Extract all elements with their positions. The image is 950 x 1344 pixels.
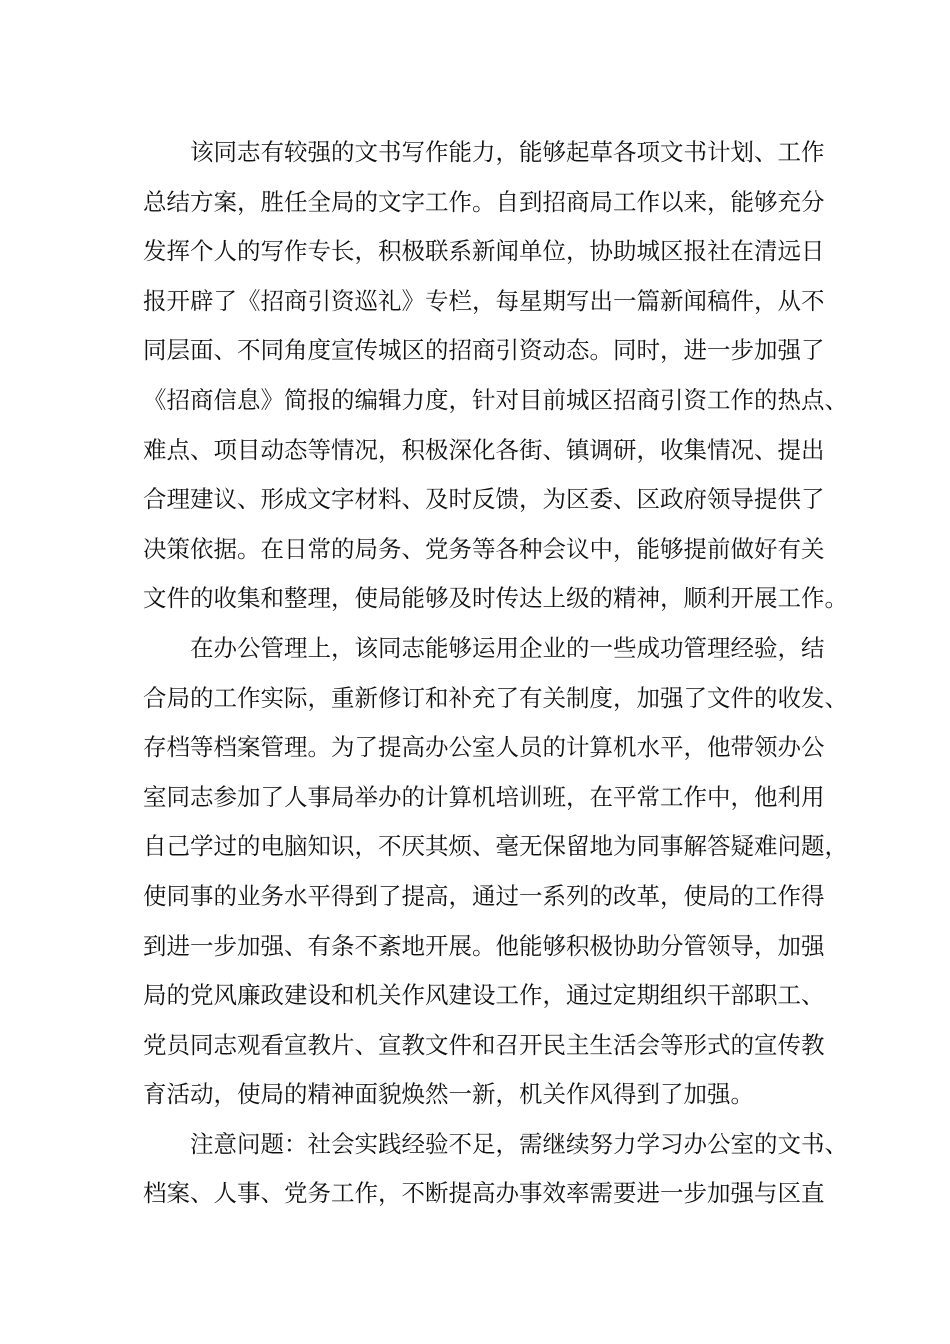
paragraph-1-line: 《招商信息》简报的编辑力度，针对目前城区招商引资工作的热点、	[143, 385, 848, 414]
paragraph-1-line: 发挥个人的写作专长，积极联系新闻单位，协助城区报社在清远日	[143, 237, 825, 266]
paragraph-2-line: 自己学过的电脑知识，不厌其烦、毫无保留地为同事解答疑难问题，	[143, 832, 848, 861]
paragraph-1-line: 同层面、不同角度宣传城区的招商引资动态。同时，进一步加强了	[143, 336, 825, 365]
paragraph-2-line: 在办公管理上，该同志能够运用企业的一些成功管理经验，结	[190, 633, 825, 662]
paragraph-1-line: 该同志有较强的文书写作能力，能够起草各项文书计划、工作	[190, 138, 825, 166]
paragraph-2-line: 到进一步加强、有条不紊地开展。他能够积极协助分管领导，加强	[143, 931, 825, 960]
paragraph-1-line: 难点、项目动态等情况，积极深化各街、镇调研，收集情况、提出	[143, 435, 825, 464]
paragraph-1-line: 合理建议、形成文字材料、及时反馈，为区委、区政府领导提供了	[143, 485, 825, 514]
paragraph-2-line: 育活动，使局的精神面貌焕然一新，机关作风得到了加强。	[143, 1080, 754, 1109]
paragraph-2-line: 党员同志观看宣教片、宣教文件和召开民主生活会等形式的宣传教	[143, 1030, 825, 1059]
paragraph-3-line: 档案、人事、党务工作，不断提高办事效率需要进一步加强与区直	[143, 1179, 825, 1208]
paragraph-1-line: 总结方案，胜任全局的文字工作。自到招商局工作以来，能够充分	[143, 187, 825, 216]
document-body	[143, 128, 848, 1219]
paragraph-2-line: 使同事的业务水平得到了提高，通过一系列的改革，使局的工作得	[143, 881, 825, 910]
paragraph-1-line: 文件的收集和整理，使局能够及时传达上级的精神，顺利开展工作。	[143, 584, 848, 613]
paragraph-2-line: 合局的工作实际，重新修订和补充了有关制度，加强了文件的收发、	[143, 683, 848, 712]
paragraph-2-line: 局的党风廉政建设和机关作风建设工作，通过定期组织干部职工、	[143, 981, 825, 1010]
paragraph-1-line: 决策依据。在日常的局务、党务等各种会议中，能够提前做好有关	[143, 534, 825, 563]
paragraph-1-line: 报开辟了《招商引资巡礼》专栏，每星期写出一篇新闻稿件，从不	[143, 286, 825, 315]
paragraph-2-line: 室同志参加了人事局举办的计算机培训班，在平常工作中，他利用	[143, 782, 825, 811]
paragraph-3-line: 注意问题：社会实践经验不足，需继续努力学习办公室的文书、	[190, 1129, 848, 1158]
paragraph-2-line: 存档等档案管理。为了提高办公室人员的计算机水平，他带领办公	[143, 733, 825, 762]
